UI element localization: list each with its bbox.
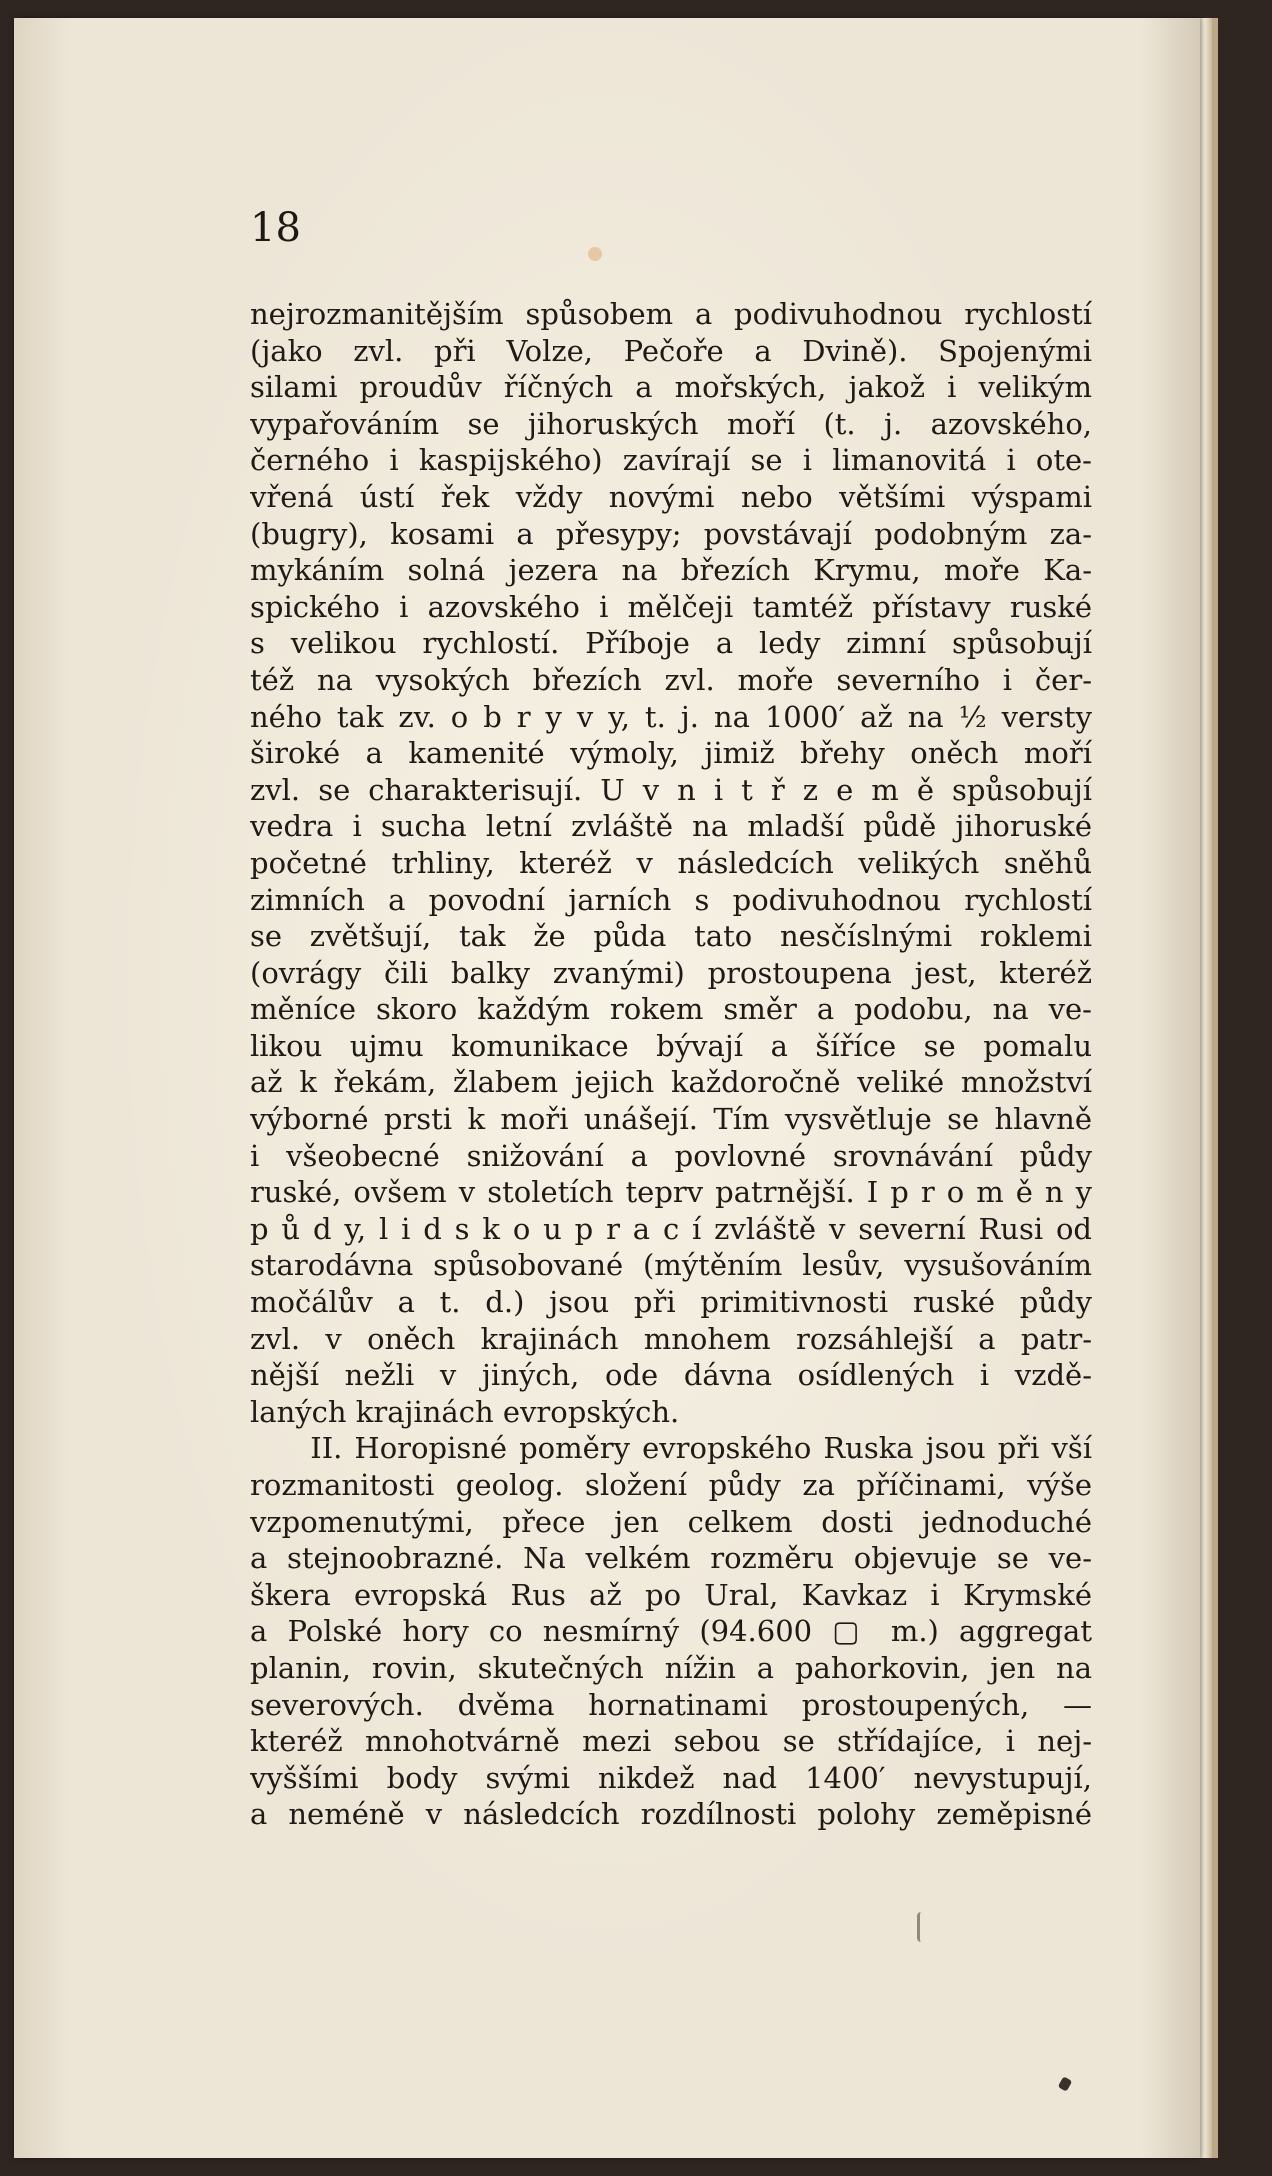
text-line: vřená ústí řek vždy novými nebo většími výspami (250, 479, 1092, 514)
page-number: 18 (250, 205, 301, 251)
text-line: s velikou rychlostí. Příboje a ledy zimní spůsobují (250, 626, 1092, 661)
text-line: černého i kaspijského) zavírají se i limanovitá i ote- (250, 443, 1092, 478)
text-line: a stejnoobrazné. Na velkém rozměru objevuje se ve- (250, 1541, 1092, 1576)
paper-stain (588, 247, 602, 261)
text-line: zimních a povodní jarních s podivuhodnou rychlostí (250, 882, 1092, 917)
text-line: silami proudův říčných a mořských, jakož i velikým (250, 370, 1092, 405)
text-line: p ů d y, l i d s k o u p r a c í zvláště v severní Rusi od (250, 1211, 1092, 1246)
text-line: nější nežli v jiných, ode dávna osídlených i vzdě- (250, 1358, 1092, 1393)
text-line: planin, rovin, skutečných nížin a pahorkovin, jen na (250, 1650, 1092, 1685)
text-line: močálův a t. d.) jsou při primitivnosti ruské půdy (250, 1285, 1092, 1320)
text-line: mykáním solná jezera na březích Krymu, moře Ka- (250, 553, 1092, 588)
text-line: (ovrágy čili balky zvanými) prostoupena jest, kteréž (250, 955, 1092, 990)
text-line: vypařováním se jihoruských moří (t. j. azovského, (250, 406, 1092, 441)
text-line: početné trhliny, kteréž v následcích velikých sněhů (250, 845, 1092, 880)
text-line: a neméně v následcích rozdílnosti polohy zeměpisné (250, 1797, 1092, 1832)
text-line: až k řekám, žlabem jejich každoročně veliké množství (250, 1065, 1092, 1100)
text-line: škera evropská Rus až po Ural, Kavkaz i Krymské (250, 1577, 1092, 1612)
text-line: rozmanitosti geolog. složení půdy za příčinami, výše (250, 1468, 1092, 1502)
text-line: ného tak zv. o b r y v y, t. j. na 1000′ až na ½ versty (250, 699, 1092, 734)
text-line: měníce skoro každým rokem směr a podobu, na ve- (250, 992, 1092, 1027)
body-text (250, 296, 1092, 1833)
text-line: spického i azovského i mělčeji tamtéž přístavy ruské (250, 589, 1092, 624)
text-line: zvl. v oněch krajinách mnohem rozsáhlejší a patr- (250, 1321, 1092, 1356)
text-line: výborné prsti k moři unášejí. Tím vysvětluje se hlavně (250, 1102, 1092, 1137)
text-line: se zvětšují, tak že půda tato nesčíslnými roklemi (250, 919, 1092, 954)
text-line: laných krajinách evropských. (250, 1394, 680, 1429)
section-heading-line: II. Horopisné poměry evropského Ruska jsou při vší (250, 1431, 1092, 1466)
text-line: (bugry), kosami a přesypy; povstávají podobným za- (250, 516, 1092, 551)
text-line: ruské, ovšem v stoletích teprv patrnější. I p r o m ě n y (250, 1175, 1092, 1210)
text-line: vzpomenutými, přece jen celkem dosti jednoduché (250, 1504, 1092, 1539)
text-line: starodávna spůsobované (mýtěním lesův, vysušováním (250, 1248, 1092, 1283)
text-line: likou ujmu komunikace bývají a šíříce se pomalu (250, 1028, 1092, 1063)
text-line: vedra i sucha letní zvláště na mladší půdě jihoruské (250, 809, 1092, 844)
pencil-mark (917, 1912, 925, 1942)
text-line: i všeobecné snižování a povlovné srovnávání půdy (250, 1138, 1092, 1173)
text-line: a Polské hory co nesmírný (94.600 ▢ m.) aggregat (250, 1614, 1092, 1649)
page-edge (1200, 18, 1212, 2158)
text-line: kteréž mnohotvárně mezi sebou se střídajíce, i nej- (250, 1724, 1092, 1759)
text-line: vyššími body svými nikdež nad 1400′ nevystupují, (250, 1760, 1092, 1795)
page-edge-shadow (1212, 18, 1218, 2158)
text-line: (jako zvl. při Volze, Pečoře a Dvině). Spojenými (250, 333, 1092, 368)
text-line: široké a kamenité výmoly, jimiž břehy oněch moří (250, 736, 1092, 771)
text-line: zvl. se charakterisují. U v n i t ř z e m ě spůsobují (250, 772, 1092, 807)
text-line: nejrozmanitějším spůsobem a podivuhodnou rychlostí (250, 297, 1092, 331)
text-line: severových. dvěma hornatinami prostoupených, — (250, 1687, 1092, 1722)
text-line: též na vysokých březích zvl. moře severního i čer- (250, 662, 1092, 697)
